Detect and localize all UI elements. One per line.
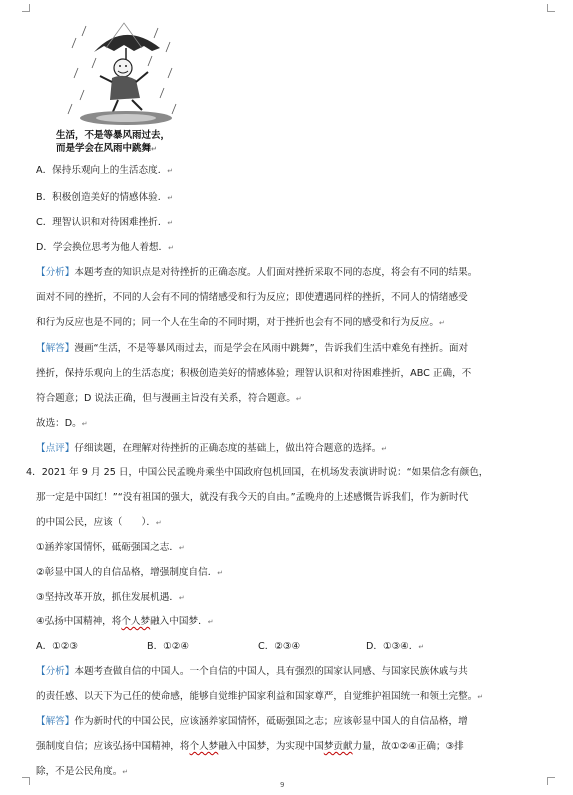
- wavy-underline: 梦贡献: [323, 741, 353, 752]
- comment-tag: 【点评】: [36, 443, 75, 454]
- q3-analysis-line-1: 【分析】本题考查的知识点是对待挫折的正确态度。人们面对挫折采取不同的态度，将会有不同的结果。: [36, 267, 478, 278]
- q3-option-b: B．积极创造美好的情感体验．↵: [36, 192, 174, 203]
- q4-analysis-line-2: 的责任感、以天下为己任的使命感，能够自觉维护国家利益和国家尊严，自觉维护祖国统一和领土完整。↵: [36, 691, 484, 702]
- q4-option-c: C．②③④: [258, 641, 301, 652]
- q3-analysis-line-3: 和行为反应也是不同的；同一个人在生命的不同时期，对于挫折也会有不同的感受和行为反应。↵: [36, 317, 445, 328]
- cartoon-dancing-in-rain: [66, 18, 184, 128]
- q4-stem-line-3: 的中国公民，应该（ ）．↵: [36, 517, 162, 528]
- q4-option-b: B．①②④: [147, 641, 189, 652]
- q3-option-d: D．学会换位思考为他人着想．↵: [36, 242, 174, 253]
- q4-stem-line-2: 那一定是中国红！”“没有祖国的强大，就没有我今天的自由。”孟晚舟的上述感慨告诉我们，作为新时代: [36, 492, 469, 503]
- cartoon-caption: [56, 129, 170, 156]
- crop-mark-top-left: [22, 4, 30, 12]
- answer-tag: 【解答】: [36, 343, 75, 354]
- q3-choice: 故选：D。↵: [36, 418, 88, 429]
- q4-option-d: D．①③④．↵: [366, 641, 425, 652]
- q3-comment: 【点评】仔细读题，在理解对待挫折的正确态度的基础上，做出符合题意的选择。↵: [36, 443, 388, 454]
- analysis-tag: 【分析】: [36, 267, 75, 278]
- q3-option-a: A．保持乐观向上的生活态度．↵: [36, 165, 174, 176]
- q3-analysis-line-2: 面对不同的挫折，不同的人会有不同的情绪感受和行为反应；即使遭遇同样的挫折，不同人的情绪感受: [36, 292, 468, 303]
- q4-analysis-line-1: 【分析】本题考查做自信的中国人。一个自信的中国人，具有强烈的国家认同感、与国家民族休戚与共: [36, 666, 468, 677]
- q3-option-c: C．理智认识和对待困难挫折．↵: [36, 217, 174, 228]
- q3-answer-line-2: 挫折，保持乐观向上的生活态度；积极创造美好的情感体验；理智认识和对待困难挫折，ABC 正确，不: [36, 368, 472, 379]
- q4-stem-line-1: 4．2021 年 9 月 25 日，中国公民孟晚舟乘坐中国政府包机回国，在机场发表演讲时说：“如果信念有颜色，: [26, 467, 489, 478]
- q4-answer-line-1: 【解答】作为新时代的中国公民，应该涵养家国情怀，砥砺强国之志；应该彰显中国人的自信品格，增: [36, 716, 468, 727]
- caption-line-1: 生活，不是等暴风雨过去，: [56, 130, 171, 141]
- crop-mark-bottom-right: [547, 777, 555, 785]
- q3-answer-line-1: 【解答】漫画“生活，不是等暴风雨过去，而是学会在风雨中跳舞”，告诉我们生活中难免有挫折。面对: [36, 343, 469, 354]
- analysis-tag: 【分析】: [36, 666, 75, 677]
- answer-tag: 【解答】: [36, 716, 75, 727]
- crop-mark-bottom-left: [22, 777, 30, 785]
- page-number: 9: [280, 781, 285, 789]
- crop-mark-top-right: [547, 4, 555, 12]
- q4-answer-line-3: 除，不是公民角度。↵: [36, 766, 129, 777]
- wavy-underline: 个人梦: [121, 616, 151, 627]
- q4-statement-4: ④弘扬中国精神，将个人梦融入中国梦．↵: [36, 616, 214, 627]
- wavy-underline: 个人梦: [189, 741, 219, 752]
- q4-statement-3: ③坚持改革开放，抓住发展机遇．↵: [36, 592, 185, 603]
- q4-statement-2: ②彰显中国人的自信品格，增强制度自信．↵: [36, 567, 224, 578]
- caption-line-2: 而是学会在风雨中跳舞↵: [56, 143, 157, 154]
- q3-answer-line-3: 符合题意；D 说法正确，但与漫画主旨没有关系，符合题意。↵: [36, 393, 302, 404]
- q4-answer-line-2: 强制度自信；应该弘扬中国精神，将个人梦融入中国梦，为实现中国梦贡献力量，故①②④正确；③排: [36, 741, 464, 752]
- q4-statement-1: ①涵养家国情怀，砥砺强国之志．↵: [36, 542, 185, 553]
- q4-option-a: A．①②③: [36, 641, 78, 652]
